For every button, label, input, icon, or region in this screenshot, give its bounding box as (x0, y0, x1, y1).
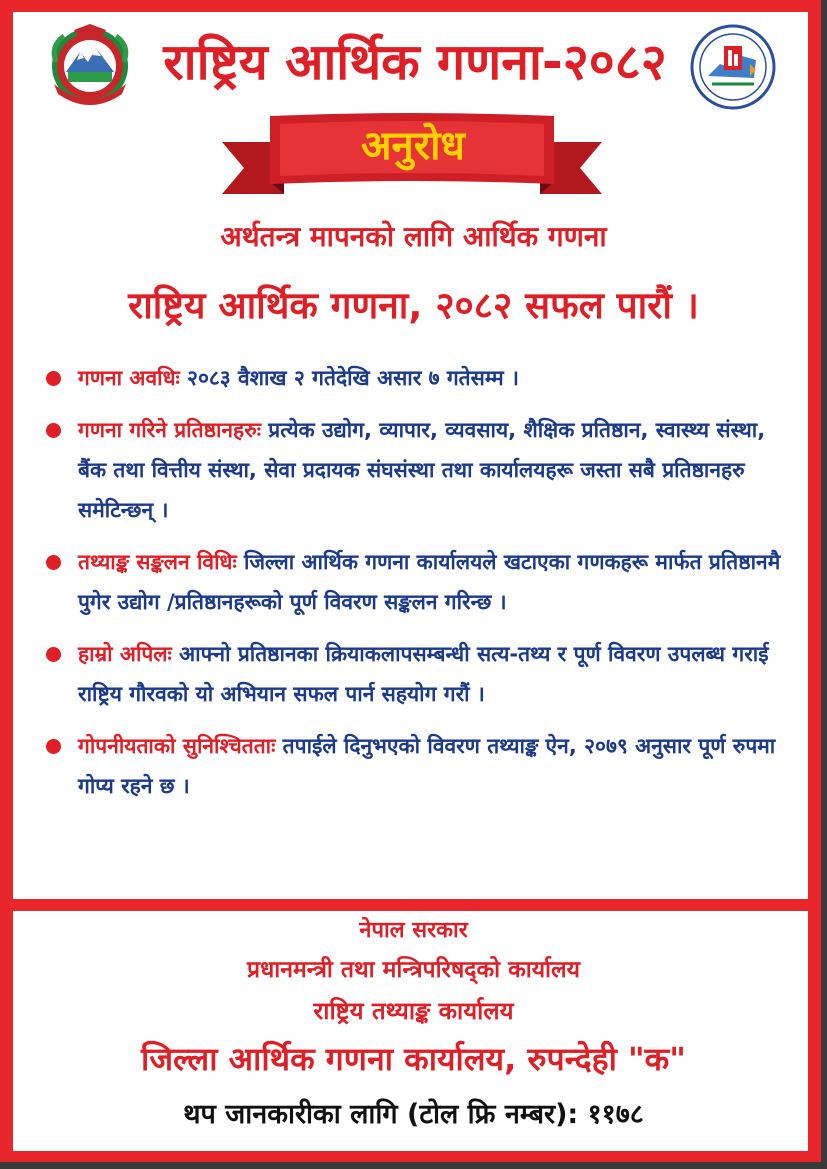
bullet-dot-icon (46, 647, 61, 662)
bullet-label: गोपनीयताको सुनिश्चितताः (78, 734, 276, 758)
nepal-government-emblem-icon (44, 22, 136, 108)
banner-label: अनुरोध (360, 123, 466, 169)
list-item-appeal (34, 634, 786, 714)
bullet-label: हाम्रो अपिलः (78, 642, 172, 666)
footer-district-office: जिल्ला आर्थिक गणना कार्यालय, रुपन्देही "क" (141, 1040, 686, 1078)
bullet-dot-icon (46, 739, 61, 754)
info-list (34, 358, 786, 818)
bullet-text: आफ्नो प्रतिष्ठानका क्रियाकलापसम्बन्धी सत्य-तथ्य र पूर्ण विवरण उपलब्ध गराई राष्ट्रिय गौरवको यो अभियान सफल पार्न सहयोग गरौं । (78, 642, 769, 706)
bullet-text: जिल्ला आर्थिक गणना कार्यालयले खटाएका गणकहरू मार्फत प्रतिष्ठानमै पुगेर उद्योग /प्रतिष्ठानहरूको पूर्ण विवरण सङ्कलन गरिन्छ । (78, 550, 781, 614)
bullet-dot-icon (46, 555, 61, 570)
bullet-text: तपाईले दिनुभएको विवरण तथ्याङ्क ऐन, २०७९ अनुसार पूर्ण रुपमा गोप्य रहने छ । (78, 734, 776, 798)
economic-census-logo-icon (690, 24, 776, 110)
subtitle-measurement: अर्थतन्त्र मापनको लागि आर्थिक गणना (220, 220, 607, 253)
subtitle-success-call: राष्ट्रिय आर्थिक गणना, २०८२ सफल पारौं । (128, 284, 699, 327)
footer-government: नेपाल सरकार (359, 918, 468, 943)
bullet-label: गणना गरिने प्रतिष्ठानहरुः (78, 418, 261, 442)
bullet-dot-icon (46, 423, 61, 438)
list-item-confidentiality (34, 726, 786, 806)
bullet-text: प्रत्येक उद्योग, व्यापार, व्यवसाय, शैक्षिक प्रतिष्ठान, स्वास्थ्य संस्था, बैंक तथा वित्तीय संस्था, सेवा प्रदायक संघसंस्था तथा कार्यालयहरू जस्ता सबै प्रतिष्ठानहरु समेटिन्छन् । (78, 418, 766, 522)
page-title: राष्ट्रिय आर्थिक गणना-२०८२ (163, 33, 667, 91)
footer-statistics-office: राष्ट्रिय तथ्याङ्क कार्यालय (313, 997, 514, 1025)
bullet-dot-icon (46, 371, 61, 386)
bullet-text: २०८३ वैशाख २ गतेदेखि असार ७ गतेसम्म । (179, 366, 519, 390)
footer-pm-office: प्रधानमन्त्री तथा मन्त्रिपरिषद्को कार्यालय (247, 957, 580, 983)
footer-tollfree: थप जानकारीका लागि (टोल फ्रि नम्बर): ११७८ (183, 1099, 644, 1130)
list-item-collection-method (34, 542, 786, 622)
bullet-label: गणना अवधिः (78, 366, 180, 390)
bullet-label: तथ्याङ्क सङ्कलन विधिः (78, 550, 237, 574)
list-item-establishments (34, 410, 786, 530)
list-item-census-period (34, 358, 786, 398)
